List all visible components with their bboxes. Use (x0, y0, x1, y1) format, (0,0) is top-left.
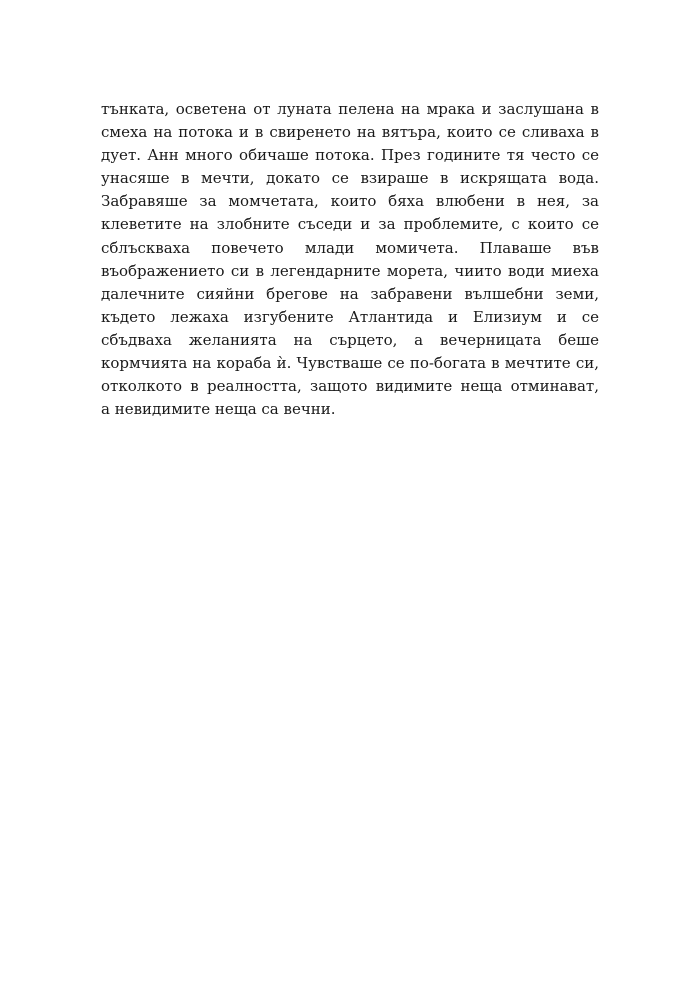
paragraph-line: далечните сияйни брегове на забравени вълшебни земи, (101, 284, 599, 303)
paragraph-line: а невидимите неща са вечни. (101, 400, 336, 419)
paragraph-line: смеха на потока и в свиренето на вятъра, които се сливаха в (101, 123, 599, 142)
paragraph-line: където лежаха изгубените Атлантида и Елизиум и се (101, 307, 599, 326)
paragraph-line: кормчията на кораба ѝ. Чувстваше се по-богата в мечтите си, (101, 354, 599, 373)
body-paragraph (101, 98, 599, 421)
paragraph-line: клеветите на злобните съседи и за проблемите, с които се (101, 215, 599, 234)
paragraph-line: унасяше в мечти, докато се взираше в искрящата вода. (101, 169, 599, 188)
paragraph-line: дует. Анн много обичаше потока. През годините тя често се (101, 146, 599, 165)
paragraph-line: отколкото в реалността, защото видимите неща отминават, (101, 377, 599, 396)
paragraph-line: въображението си в легендарните морета, чиито води миеха (101, 261, 599, 280)
paragraph-line: сбъдваха желанията на сърцето, а вечерницата беше (101, 330, 599, 349)
paragraph-line: тънката, осветена от луната пелена на мрака и заслушана в (101, 100, 599, 118)
paragraph-line: сблъскваха повечето млади момичета. Плаваше във (101, 238, 599, 257)
paragraph-line: Забравяше за момчетата, които бяха влюбени в нея, за (101, 192, 599, 211)
